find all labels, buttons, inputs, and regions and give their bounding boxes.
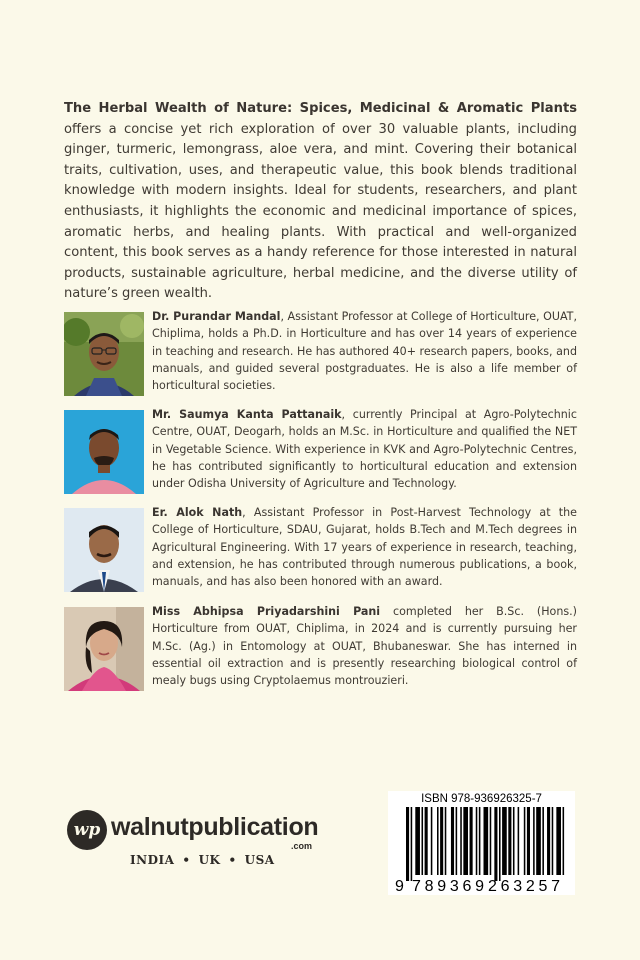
- region-india: INDIA: [130, 853, 175, 867]
- book-title: The Herbal Wealth of Nature: Spices, Medicinal & Aromatic Plants: [64, 101, 577, 116]
- book-blurb: [64, 99, 577, 305]
- author-name: Dr. Purandar Mandal: [152, 310, 281, 323]
- region-uk: UK: [198, 853, 221, 867]
- author-bio: [152, 504, 577, 590]
- author-name: Er. Alok Nath: [152, 506, 243, 519]
- author-bio-text: completed her B.Sc. (Hons.) Horticulture from OUAT, Chiplima, in 2024 and is currently pursuing her M.Sc. (Ag.) in Entomology at OUAT, Bhubaneswar. She has interned in essential oil extraction and is presently researching biological control of mealy bugs using Cryptolaemus montrouzieri.: [152, 605, 578, 688]
- publisher-name: walnutpublication: [111, 813, 319, 841]
- author-bio: [152, 603, 577, 689]
- author-photo: [64, 508, 144, 592]
- publisher-domain: .com: [291, 841, 313, 851]
- author-bio-text: , Assistant Professor at College of Horticulture, OUAT, Chiplima, holds a Ph.D. in Horticulture and has over 14 years of experience in teaching and research. He has authored 40+ research papers, books, and manuals, and guided several postgraduates. He is also a life member of horticultural societies.: [152, 310, 577, 393]
- isbn-label: ISBN 978-936926325-7: [421, 793, 542, 805]
- separator-dot: •: [182, 853, 191, 867]
- author-bio-text: , Assistant Professor in Post-Harvest Technology at the College of Horticulture, SDAU, Gujarat, holds B.Tech and M.Tech degrees in Agricultural Engineering. With 17 years of experience in research, teaching, and extension, he has contributed through numerous publications, a book, manuals, and has also been honored with an award.: [152, 506, 577, 589]
- publisher-regions: [130, 853, 275, 867]
- blurb-text: offers a concise yet rich exploration of over 30 valuable plants, including ginger, turmeric, lemongrass, aloe vera, and mint. Covering their botanical traits, cultivation, uses, and therapeutic value, this book blends traditional knowledge with modern insights. Ideal for students, researchers, and plant enthusiasts, it highlights the economic and medicinal importance of spices, aromatic herbs, and healing plants. With practical and well-organized content, this book serves as a handy reference for those interested in natural products, sustainable agriculture, herbal medicine, and the diverse utility of nature’s green wealth.: [64, 121, 577, 302]
- barcode-digits-left: 789369: [412, 878, 484, 895]
- barcode-digit-first: 9: [395, 878, 404, 895]
- barcode-digits-right: 263257: [488, 878, 560, 895]
- author-photo: [64, 312, 144, 396]
- separator-dot: •: [228, 853, 237, 867]
- publisher-logo-mark: wp: [67, 810, 107, 850]
- barcode-digits: [388, 791, 575, 895]
- author-photo: [64, 410, 144, 494]
- author-name: Miss Abhipsa Priyadarshini Pani: [152, 605, 381, 618]
- author-bio: [152, 406, 577, 492]
- region-usa: USA: [244, 853, 275, 867]
- author-name: Mr. Saumya Kanta Pattanaik: [152, 408, 342, 421]
- author-bio-text: , currently Principal at Agro-Polytechnic Centre, OUAT, Deogarh, holds an M.Sc. in Horticulture and qualified the NET in Vegetable Science. With experience in KVK and Agro-Polytechnic Centres, he has contributed significantly to horticultural education and extension under Odisha University of Agriculture and Technology.: [152, 408, 577, 491]
- author-bio: [152, 308, 577, 394]
- author-photo: [64, 607, 144, 691]
- isbn-barcode: [388, 791, 575, 895]
